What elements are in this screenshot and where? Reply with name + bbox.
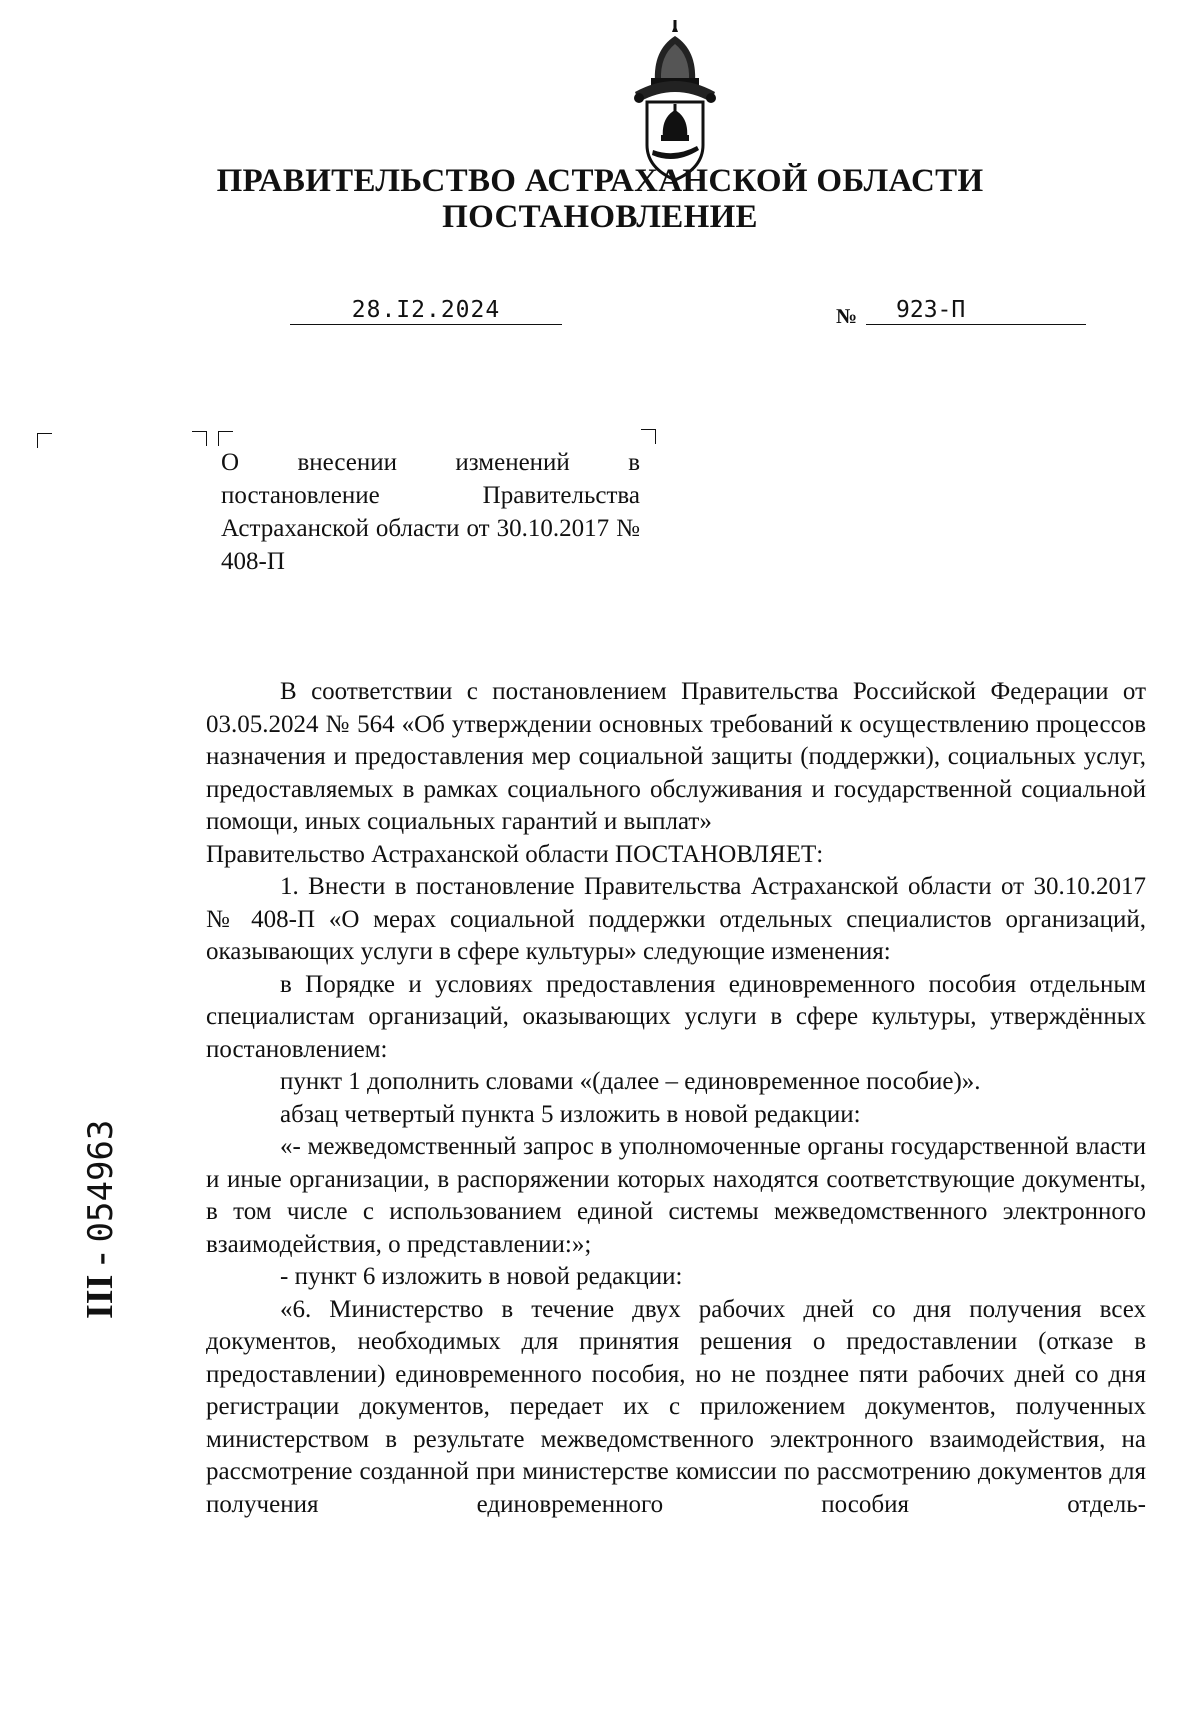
paragraph-item-1: 1. Внести в постановление Правительства Астраханской области от 30.10.2017 № 408-П «О мерах социальной поддержки отдельных специалистов организаций, оказывающих услуги в сфере культуры» следующие изменения:: [206, 873, 1146, 965]
document-type-title: ПОСТАНОВЛЕНИЕ: [442, 199, 758, 235]
paragraph-point-6: - пункт 6 изложить в новой редакции:: [280, 1263, 683, 1290]
document-subject: О внесении изменений в постановление Правительства Астраханской области от 30.10.2017 № 408-П: [221, 449, 640, 575]
corner-mark-left: [37, 433, 52, 448]
coat-of-arms-emblem: [625, 20, 725, 185]
paragraph-procedure: в Порядке и условиях предоставления единовременного пособия отдельным специалистам организаций, оказывающих услуги в сфере культуры, утверждённых постановлением:: [206, 970, 1146, 1063]
document-date: 28.I2.2024: [290, 296, 562, 325]
number-sign: №: [836, 304, 858, 328]
blank-serial-digits: 054963: [81, 1120, 121, 1243]
paragraph-point-5: абзац четвертый пункта 5 изложить в новой редакции:: [280, 1100, 861, 1128]
paragraph-point-6-text: «6. Министерство в течение двух рабочих дней со дня получения всех документов, необходимых для принятия решения о предоставлении (отказе в предоставлении) единовременного пособия, но не позднее пяти рабочих дней со дня регистрации документов, передает их с приложением документов, полученных министерством в результате межведомственного электронного взаимодействия, на рассмотрение созданной при министерстве комиссии по рассмотрению документов для получения единовременного пособия отдель-: [206, 1295, 1146, 1518]
document-number: [866, 296, 1086, 325]
paragraph-preamble: В соответствии с постановлением Правительства Российской Федерации от 03.05.2024 № 564 «Об утверждении основных требований к осуществлению процессов назначения и предоставления мер социальной защиты (поддержки), социальных услуг, предоставляемых в рамках социального обслуживания и государственной социальной помощи, иных социальных гарантий и выплат»: [206, 678, 1146, 835]
organization-title: ПРАВИТЕЛЬСТВО АСТРАХАНСКОЙ ОБЛАСТИ: [216, 163, 984, 199]
document-number-value: 923-П: [896, 297, 966, 323]
paragraph-point-1: пункт 1 дополнить словами «(далее – единовременное пособие)».: [280, 1068, 981, 1095]
corner-mark-subject-open-b: [218, 431, 233, 446]
paragraph-interagency-request: «- межведомственный запрос в уполномоченные органы государственной власти и иные организации, в распоряжении которых находятся соответствующие документы, в том числе с использованием единой системы межведомственного электронного взаимодействия, о представлении:»;: [206, 1133, 1146, 1258]
corner-mark-subject-open-a: [192, 431, 207, 446]
paragraph-resolves: Правительство Астраханской области ПОСТАНОВЛЯЕТ:: [206, 840, 824, 868]
document-body: [206, 676, 1146, 1521]
blank-serial-series: ІІІ -: [79, 1252, 121, 1320]
corner-mark-subject-close: [641, 429, 656, 444]
